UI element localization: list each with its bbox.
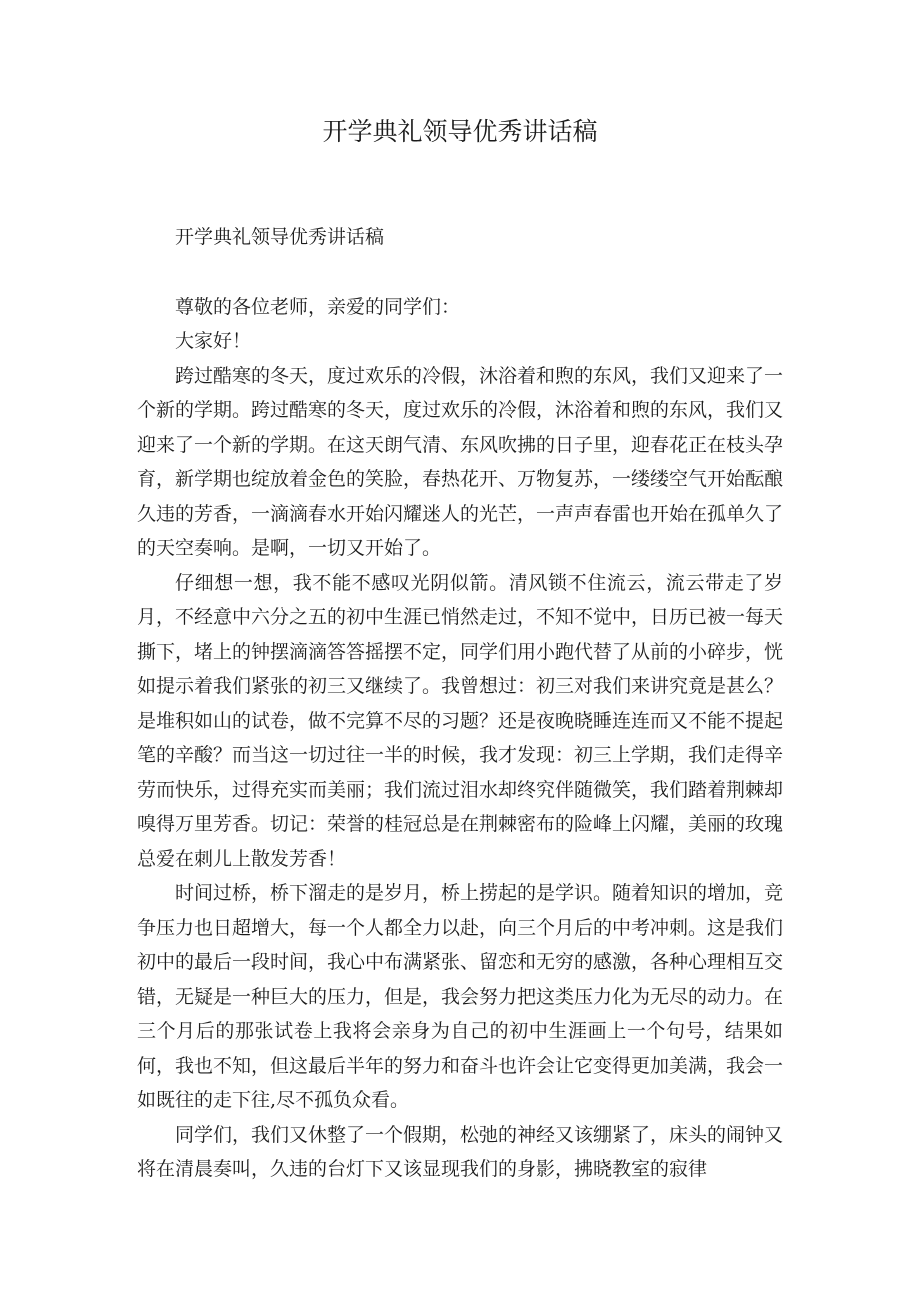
salutation: 尊敬的各位老师，亲爱的同学们：	[175, 295, 461, 318]
paragraph: 仔细想一想，我不能不感叹光阴似箭。清风锁不住流云，流云带走了岁月，不经意中六分之五的初中生涯已悄然走过，不知不觉中，日历已被一每天撕下，堵上的钟摆滴滴答答摇摆不定，同学们用小跑代替了从前的小碎步，恍如提示着我们紧张的初三又继续了。我曾想过：初三对我们来讲究竟是甚么？是堆积如山的试卷，做不完算不尽的习题？还是夜晚晓睡连连而又不能不提起笔的辛酸？而当这一切过往一半的时候，我才发现：初三上学期，我们走得辛劳而快乐，过得充实而美丽；我们流过泪水却终究伴随微笑，我们踏着荆棘却嗅得万里芳香。切记：荣誉的桂冠总是在荆棘密布的险峰上闪耀，美丽的玫瑰总爱在刺儿上散发芳香！	[137, 571, 784, 870]
greeting: 大家好！	[175, 330, 252, 352]
document-body	[137, 220, 783, 1187]
paragraph: 跨过酷寒的冬天，度过欢乐的冷假，沐浴着和煦的东风，我们又迎来了一个新的学期。跨过酷寒的冬天，度过欢乐的冷假，沐浴着和煦的东风，我们又迎来了一个新的学期。在这天朗气清、东风吹拂的日子里，迎春花正在枝头孕育，新学期也绽放着金色的笑脸，春热花开、万物复苏，一缕缕空气开始酝酿久违的芳香，一滴滴春水开始闪耀迷人的光芒，一声声春雷也开始在孤单久了的天空奏响。是啊，一切又开始了。	[137, 364, 784, 559]
paragraph: 时间过桥，桥下溜走的是岁月，桥上捞起的是学识。随着知识的增加，竞争压力也日超增大，每一个人都全力以赴，向三个月后的中考冲刺。这是我们初中的最后一段时间，我心中布满紧张、留恋和无穷的感激，各种心理相互交错，无疑是一种巨大的压力，但是，我会努力把这类压力化为无尽的动力。在三个月后的那张试卷上我将会亲身为自己的初中生涯画上一个句号，结果如何，我也不知，但这最后半年的努力和奋斗也许会让它变得更加美满，我会一如既往的走下往,尽不孤负众看。	[137, 882, 784, 1111]
document-title: 开学典礼领导优秀讲话稿	[322, 117, 598, 146]
document-subtitle: 开学典礼领导优秀讲话稿	[175, 226, 385, 248]
paragraph: 同学们，我们又休整了一个假期，松弛的神经又该绷紧了，床头的闹钟又将在清晨奏叫，久违的台灯下又该显现我们的身影，拂晓教室的寂律	[137, 1123, 784, 1180]
